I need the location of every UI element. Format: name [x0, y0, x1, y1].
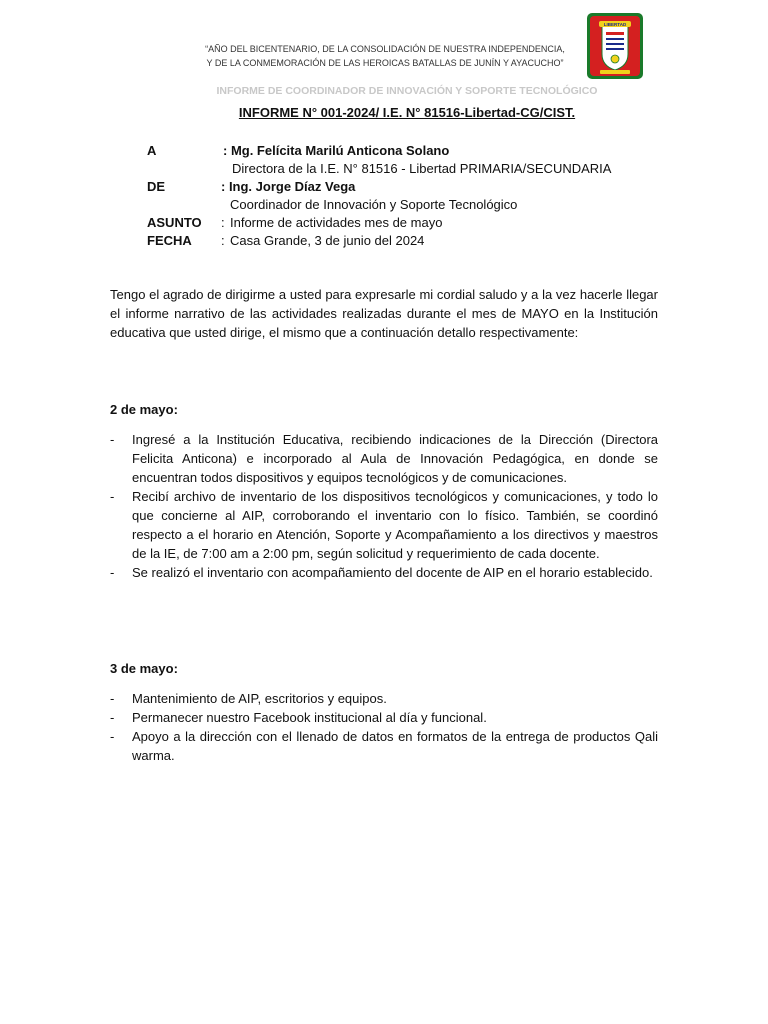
- list-item-text: Mantenimiento de AIP, escritorios y equipos.: [132, 691, 387, 706]
- motto-line-2: Y DE LA CONMEMORACIÓN DE LAS HEROICAS BATALLAS DE JUNÍN Y AYACUCHO”: [206, 58, 564, 68]
- dash-marker: -: [110, 710, 115, 725]
- from-role: Coordinador de Innovación y Soporte Tecnológico: [230, 197, 518, 212]
- dash-marker: -: [110, 565, 115, 580]
- date-label: FECHA: [147, 233, 192, 248]
- dash-marker: -: [110, 729, 115, 744]
- school-logo: [586, 12, 644, 80]
- document-header: INFORME DE COORDINADOR DE INNOVACIÓN Y SOPORTE TECNOLÓGICO: [216, 85, 598, 97]
- to-label: A: [147, 143, 157, 158]
- dash-marker: -: [110, 432, 115, 447]
- section-heading-may-3: 3 de mayo:: [110, 661, 178, 676]
- activity-list-may-2: [110, 430, 658, 582]
- list-item-text: Apoyo a la dirección con el llenado de datos en formatos de la entrega de productos Qali warma.: [132, 729, 658, 763]
- list-item: [110, 487, 658, 563]
- header-motto: [160, 42, 610, 70]
- list-item: [110, 430, 658, 487]
- section-heading-may-2: 2 de mayo:: [110, 402, 178, 417]
- intro-paragraph: Tengo el agrado de dirigirme a usted para expresarle mi cordial saludo y a la vez hacerle llegar el informe narrativo de las actividades realizadas durante el mes de MAYO en la Institución educativa que usted dirige, el mismo que a continuación detallo respectivamente:: [110, 287, 658, 340]
- from-label: DE: [147, 179, 166, 194]
- motto-line-1: “AÑO DEL BICENTENARIO, DE LA CONSOLIDACIÓN DE NUESTRA INDEPENDENCIA,: [205, 44, 565, 54]
- dash-marker: -: [110, 691, 115, 706]
- list-item: [110, 563, 658, 582]
- list-item-text: Recibí archivo de inventario de los dispositivos tecnológicos y comunicaciones, y todo lo que concierne al AIP, corroborando el inventario con lo físico. También, se coordinó respecto a el horario en Atención, Soporte y Acompañamiento a los directivos y maestros de la IE, de 7:00 am a 2:00 pm, según solicitud y requerimiento de cada docente.: [132, 489, 658, 561]
- logo-text: LIBERTAD: [603, 22, 627, 27]
- date-colon: :: [221, 233, 225, 248]
- subject-value: Informe de actividades mes de mayo: [230, 215, 443, 230]
- subject-label: ASUNTO: [147, 215, 202, 230]
- subject-colon: :: [221, 215, 225, 230]
- from-name: : Ing. Jorge Díaz Vega: [221, 179, 356, 194]
- list-item-text: Se realizó el inventario con acompañamiento del docente de AIP en el horario establecido.: [132, 565, 653, 580]
- activity-list-may-3: [110, 689, 658, 765]
- dash-marker: -: [110, 489, 115, 504]
- list-item: [110, 727, 658, 765]
- to-role: Directora de la I.E. N° 81516 - Libertad PRIMARIA/SECUNDARIA: [232, 161, 612, 176]
- document-title: INFORME N° 001-2024/ I.E. N° 81516-Libertad-CG/CIST.: [238, 105, 576, 120]
- list-item: [110, 708, 658, 727]
- list-item-text: Ingresé a la Institución Educativa, recibiendo indicaciones de la Dirección (Directora Felicita Anticona) e incorporado al Aula de Innovación Pedagógica, en donde se encuentran todos dispositivos y equipos tecnológicos y de comunicaciones.: [132, 432, 658, 485]
- list-item-text: Permanecer nuestro Facebook institucional al día y funcional.: [132, 710, 487, 725]
- date-value: Casa Grande, 3 de junio del 2024: [230, 233, 425, 248]
- list-item: [110, 689, 658, 708]
- to-name: : Mg. Felícita Marilú Anticona Solano: [223, 143, 450, 158]
